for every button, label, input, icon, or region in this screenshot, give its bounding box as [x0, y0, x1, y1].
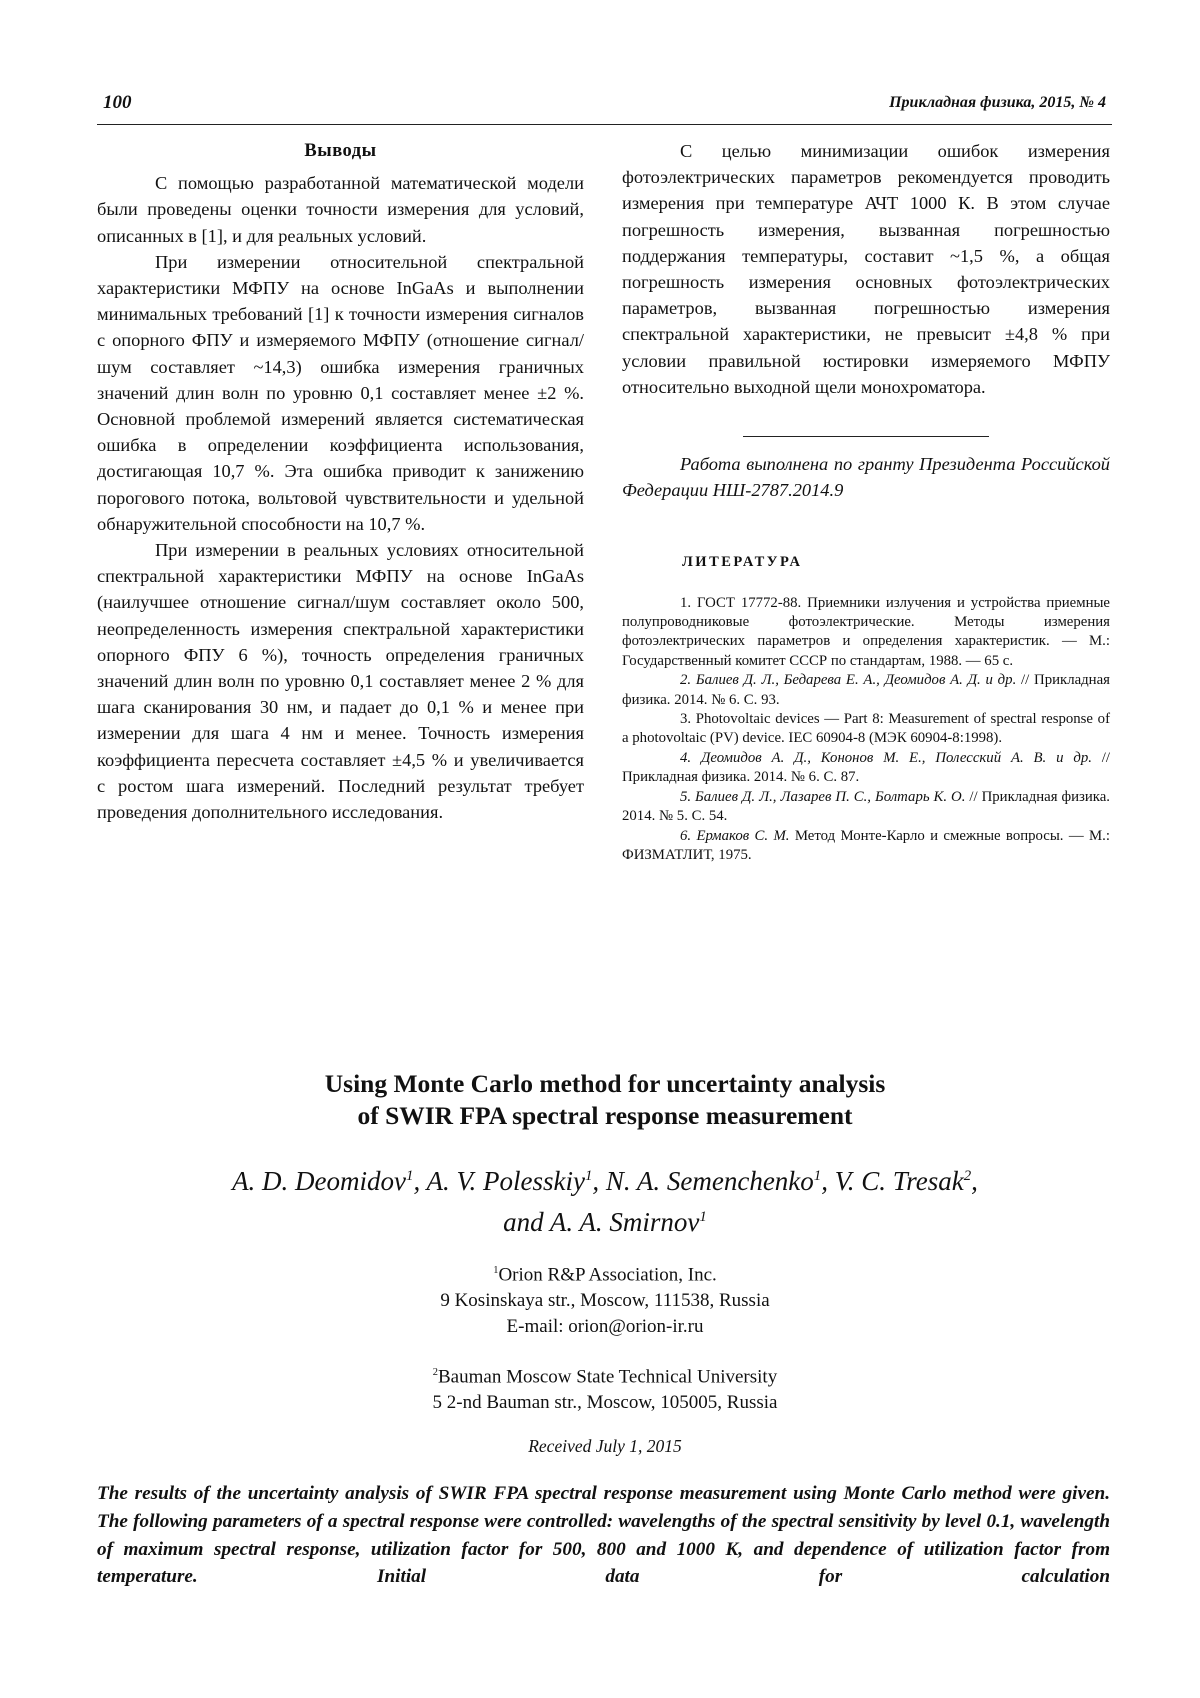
english-title: Using Monte Carlo method for uncertainty analysis of SWIR FPA spectral response measurement: [324, 1069, 886, 1130]
reference-item: 1. ГОСТ 17772-88. Приемники излучения и устройства приемные полупроводниковые фотоэлектрические. Методы измерения фотоэлектрических параметров и определения характеристик. — М.: Государственный комитет СССР по стандартам, 1988. — 65 с.: [622, 594, 1110, 669]
conclusion-paragraph-3: При измерении в реальных условиях относительной спектральной характеристики МФПУ на основе InGaAs (наилучшее отношение сигнал/шум составляет около 500, неопределенность измерения спектральной характеристики опорного ФПУ 6 %), точность определения граничных значений длин волн по уровню 0,1 составляет менее 2 % для шага сканирования 30 нм, и падает до 0,1 % и менее при измерении для шага 4 нм и менее. Точность измерения коэффициента пересчета составляет ±4,5 % и увеличивается с ростом шага измерений. Последний результат требует проведения дополнительного исследования.: [97, 540, 584, 823]
journal-title: Прикладная физика, 2015, № 4: [889, 94, 1106, 111]
reference-item: 3. Photovoltaic devices — Part 8: Measurement of spectral response of a photovoltaic (PV) device. IEC 60904-8 (МЭК 60904-8:1998).: [622, 711, 1110, 747]
english-abstract: The results of the uncertainty analysis of SWIR FPA spectral response measurement using Monte Carlo method were given. The following parameters of a spectral response were controlled: wavelengths of the spectral sensitivity by level 0.1, wavelength of maximum spectral response, utilization factor for 500, 800 and 1000 K, and dependence of utilization factor from temperature. Initial data for calculation: [97, 1483, 1110, 1588]
conclusion-paragraph-2: При измерении относительной спектральной характеристики МФПУ на основе InGaAs и выполнении минимальных требований [1] к точности измерения сигналов с опорного ФПУ и измеряемого МФПУ (отношение сигнал/шум составляет ~14,3) ошибка измерения граничных значений длин волн по уровню 0,1 составляет менее ±2 %. Основной проблемой измерений является систематическая ошибка в определении коэффициента использования, достигающая 10,7 %. Эта ошибка приводит к занижению порогового потока, вольтовой чувствительности и удельной обнаружительной способности на 10,7 %.: [97, 251, 584, 534]
email-text: E-mail: orion@orion-ir.ru: [506, 1316, 704, 1338]
reference-item: 4. Деомидов А. Д., Кононов М. Е., Полесский А. В. и др. // Прикладная физика. 2014. № 6. С. 87.: [622, 749, 1111, 786]
reference-item: 5. Балиев Д. Л., Лазарев П. С., Болтарь К. О. // Прикладная физика. 2014. № 5. С. 54.: [622, 788, 1110, 825]
affiliation-1: $^1$Orion R&P Association, Inc. 9 Kosinskaya str., Moscow, 111538, Russia E-mail: orion@orion-ir.ru: [100, 1258, 1110, 1340]
reference-list: [622, 594, 1110, 866]
reference-item: 2. Балиев Д. Л., Бедарева Е. А., Деомидов А. Д. и др. // Прикладная физика. 2014. № 6. С. 93.: [622, 672, 1110, 708]
left-column: [97, 138, 584, 825]
right-column: [622, 138, 1110, 865]
affiliation-2: $^2$Bauman Moscow State Technical University 5 2-nd Bauman str., Moscow, 105005, Russia: [432, 1366, 778, 1414]
page-header: [97, 92, 1112, 125]
grant-acknowledgement: Работа выполнена по гранту Президента Российской Федерации НШ-2787.2014.9: [622, 454, 1110, 501]
page-number: 100: [103, 92, 132, 113]
english-authors: A. D. Deomidov$^1$, A. V. Polesskiy$^1$, N. A. Semenchenko$^1$, V. C. Tresak$^2$, and A. A. Smirnov$^1$: [232, 1166, 978, 1237]
conclusion-paragraph-1: С помощью разработанной математической модели были проведены оценки точности измерения для условий, описанных в [1], и для реальных условий.: [97, 173, 584, 246]
recommendation-paragraph: С целью минимизации ошибок измерения фотоэлектрических параметров рекомендуется проводить измерения при температуре АЧТ 1000 К. В этом случае погрешность измерения, вызванная погрешностью поддержания температуры, составит ~1,5 %, а общая погрешность измерения основных фотоэлектрических параметров, вызванная погрешностью измерения спектральной характеристики, не превысит ±4,8 % при условии правильной юстировки измеряемого МФПУ относительно выходной щели монохроматора.: [622, 141, 1110, 397]
section-title-conclusions: Выводы: [304, 141, 377, 161]
reference-item: 6. Ермаков С. М. Метод Монте-Карло и смежные вопросы. — М.: ФИЗМАТЛИТ, 1975.: [622, 827, 1110, 863]
literature-title: ЛИТЕРАТУРА: [682, 554, 803, 571]
separator-line: [743, 436, 989, 437]
received-date: Received July 1, 2015: [528, 1436, 682, 1456]
